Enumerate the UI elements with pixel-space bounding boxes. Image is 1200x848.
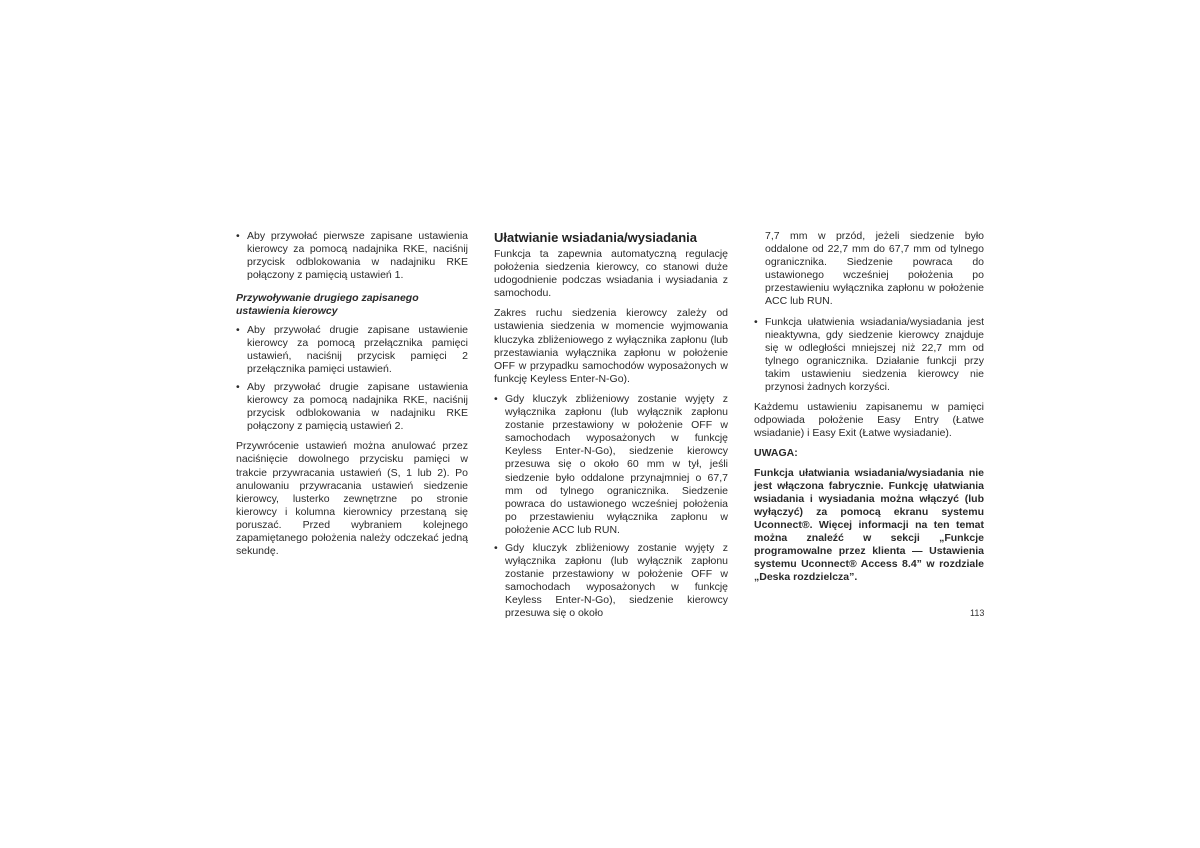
list-item [236, 230, 468, 282]
note-text: Funkcja ułatwiania wsiadania/wysiadania nie jest włączona fabrycznie. Funkcję ułatwiania wsiadania i wysiadania można włączyć (lub wyłączyć) za pomocą ekranu systemu Uconnect®. Więcej informacji na ten temat można znaleźć w sekcji „Funkcje programowalne przez klienta — Ustawienia systemu Uconnect® Access 8.4” w rozdziale „Deska rozdzielcza”. [754, 466, 984, 584]
bullet-icon: • [494, 392, 498, 405]
bullet-icon: • [236, 323, 240, 336]
page-number: 113 [970, 608, 985, 618]
subheading: Przywoływanie drugiego zapisanego ustawienia kierowcy [236, 292, 419, 318]
continued-paragraph: 7,7 mm w przód, jeżeli siedzenie było oddalone od 22,7 mm do 67,7 mm od tylnego ogranicznika. Siedzenie powraca do ustawionego wcześniej położenia po przestawieniu wyłącznika zapłonu w położenie ACC lub RUN. [765, 230, 984, 308]
right-column [754, 230, 984, 591]
bullet-icon: • [236, 230, 240, 242]
list-item-text: Funkcja ułatwienia wsiadania/wysiadania jest nieaktywna, gdy siedzenie kierowcy znajduje się w odległości mniejszej niż 22,7 mm od tylnego ogranicznika. Działanie funkcji przy takim ustawieniu siedzenia kierowcy nie przynosi żadnych korzyści. [765, 315, 984, 394]
paragraph: Zakres ruchu siedzenia kierowcy zależy od ustawienia siedzenia w momencie wyjmowania kluczyka zbliżeniowego z wyłącznika zapłonu (lub przestawiania wyłącznika zapłonu w położenie OFF w przypadku samochodów wyposażonych w funkcję Keyless Enter-N-Go). [494, 307, 728, 385]
paragraph: Każdemu ustawieniu zapisanemu w pamięci odpowiada położenie Easy Entry (Łatwe wsiadanie) i Easy Exit (Łatwe wysiadanie). [754, 401, 984, 440]
list-item-text: Gdy kluczyk zbliżeniowy zostanie wyjęty z wyłącznika zapłonu (lub wyłącznik zapłonu zostanie przestawiony w położenie OFF w samochodach wyposażonych w funkcję Keyless Enter-N-Go), siedzenie kierowcy przesuwa się o około [505, 541, 728, 620]
list-item [236, 381, 468, 433]
left-column [236, 230, 468, 565]
bullet-list [236, 230, 468, 282]
list-item-text: Gdy kluczyk zbliżeniowy zostanie wyjęty z wyłącznika zapłonu (lub wyłącznik zapłonu zostanie przestawiony w położenie OFF w samochodach wyposażonych w funkcję Keyless Enter-N-Go), siedzenie kierowcy przesuwa się o około 60 mm w tył, jeśli siedzenie było oddalone przynajmniej o 67,7 mm od tylnego ogranicznika. Siedzenie powraca do ustawionego wcześniej położenia po przestawieniu wyłącznika zapłonu w położenie ACC lub RUN. [505, 392, 728, 536]
bullet-list [236, 324, 468, 434]
note-title: UWAGA: [754, 447, 798, 460]
list-item [494, 542, 728, 621]
section-heading: Ułatwianie wsiadania/wysiadania [494, 230, 698, 245]
list-item-text: Aby przywołać drugie zapisane ustawienie kierowcy za pomocą przełącznika pamięci ustawień, naciśnij przycisk pamięci 2 przełącznika pamięci ustawień. [247, 323, 468, 375]
list-item-text: Aby przywołać pierwsze zapisane ustawienia kierowcy za pomocą nadajnika RKE, naciśnij przycisk odblokowania w nadajniku RKE połączony z pamięcią ustawień 1. [247, 230, 468, 282]
middle-column [494, 230, 728, 628]
bullet-icon: • [754, 315, 758, 328]
list-item-text: Aby przywołać drugie zapisane ustawienia kierowcy za pomocą nadajnika RKE, naciśnij przycisk odblokowania w nadajniku RKE połączony z pamięcią ustawień 2. [247, 380, 468, 433]
list-item [754, 316, 984, 395]
list-item [494, 393, 728, 537]
bullet-icon: • [236, 380, 240, 393]
list-item [236, 324, 468, 376]
bullet-icon: • [494, 541, 498, 554]
paragraph: Funkcja ta zapewnia automatyczną regulację położenia siedzenia kierowcy, co stanowi duże udogodnienie podczas wsiadania i wysiadania z samochodu. [494, 248, 728, 300]
bullet-list [754, 316, 984, 395]
bullet-list [494, 393, 728, 621]
paragraph: Przywrócenie ustawień można anulować przez naciśnięcie dowolnego przycisku pamięci w trakcie przywracania ustawień (S, 1 lub 2). Po anulowaniu przywracania ustawień siedzenie kierowcy, lusterko zewnętrzne po stronie kierowcy i kolumna kierownicy przestaną się poruszać. Przed wybraniem kolejnego zapamiętanego położenia należy odczekać jedną sekundę. [236, 440, 468, 558]
